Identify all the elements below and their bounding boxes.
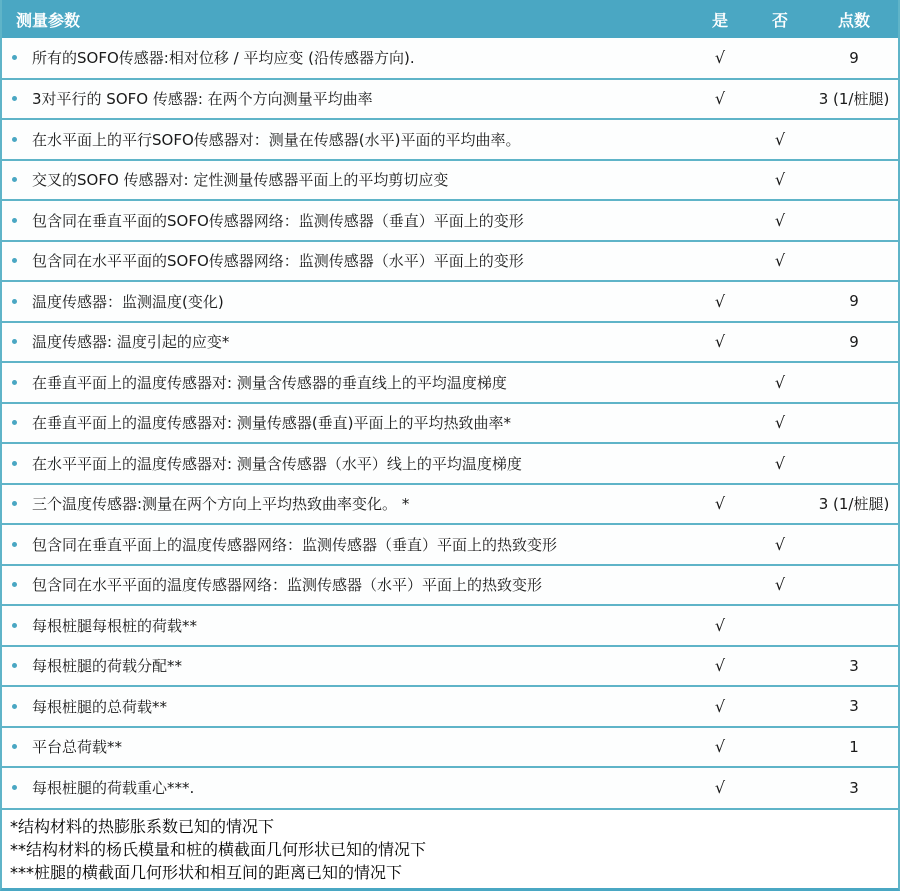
bullet-icon <box>12 744 17 749</box>
param-label: 平台总荷载** <box>32 738 123 757</box>
no-check <box>750 767 810 808</box>
no-check <box>750 727 810 768</box>
table-row <box>2 160 898 201</box>
table-row <box>2 403 898 444</box>
bullet-icon <box>12 623 17 628</box>
header-row <box>2 0 898 38</box>
points-value: 9 <box>849 48 859 67</box>
no-check: √ <box>750 403 810 444</box>
no-check <box>750 322 810 363</box>
param-label: 在垂直平面上的温度传感器对: 测量传感器(垂直)平面上的平均热致曲率* <box>32 414 512 433</box>
table-header <box>2 0 898 38</box>
points-value: 3 <box>810 686 898 727</box>
points-value <box>810 443 898 484</box>
yes-check: √ <box>690 605 750 646</box>
points-value <box>810 605 898 646</box>
table-row <box>2 727 898 768</box>
table-row <box>2 686 898 727</box>
points-value <box>810 200 898 241</box>
points-value: 3 <box>810 767 898 808</box>
table-row <box>2 767 898 808</box>
param-label: 包含同在垂直平面上的温度传感器网络：监测传感器（垂直）平面上的热致变形 <box>32 535 558 554</box>
no-check <box>750 281 810 322</box>
yes-check: √ <box>690 484 750 525</box>
points-value <box>810 119 898 160</box>
header-param: 测量参数 <box>2 0 690 38</box>
no-check: √ <box>750 241 810 282</box>
param-label: 每根桩腿的总荷载** <box>32 697 168 716</box>
param-label: 在垂直平面上的温度传感器对: 测量含传感器的垂直线上的平均温度梯度 <box>32 373 507 392</box>
no-check: √ <box>750 362 810 403</box>
header-no: 否 <box>750 0 810 38</box>
bullet-icon <box>12 339 17 344</box>
bullet-icon <box>12 704 17 709</box>
table-row <box>2 484 898 525</box>
yes-check <box>690 119 750 160</box>
yes-check <box>690 443 750 484</box>
param-label: 每根桩腿的荷载分配** <box>32 657 183 676</box>
bullet-icon <box>12 177 17 182</box>
yes-check <box>690 403 750 444</box>
yes-check <box>690 160 750 201</box>
yes-check: √ <box>690 727 750 768</box>
table-row <box>2 241 898 282</box>
bullet-icon <box>12 461 17 466</box>
bullet-icon <box>12 137 17 142</box>
yes-check <box>690 565 750 606</box>
yes-check <box>690 524 750 565</box>
yes-check: √ <box>690 646 750 687</box>
yes-check <box>690 200 750 241</box>
yes-check: √ <box>690 281 750 322</box>
param-label: 每根桩腿每根桩的荷载** <box>32 616 198 635</box>
no-check: √ <box>750 443 810 484</box>
bullet-icon <box>12 663 17 668</box>
points-value: 3 (1/桩腿) <box>810 79 898 120</box>
param-label: 包含同在垂直平面的SOFO传感器网络：监测传感器（垂直）平面上的变形 <box>32 211 524 230</box>
points-value: 9 <box>810 281 898 322</box>
param-label: 温度传感器：监测温度(变化) <box>32 292 224 311</box>
table-row <box>2 38 898 79</box>
param-label: 包含同在水平平面的温度传感器网络：监测传感器（水平）平面上的热致变形 <box>32 576 543 595</box>
param-label: 在水平面上的平行SOFO传感器对：测量在传感器(水平)平面的平均曲率。 <box>32 130 521 149</box>
yes-check: √ <box>714 48 726 68</box>
table-row <box>2 565 898 606</box>
yes-check: √ <box>690 686 750 727</box>
no-check: √ <box>750 565 810 606</box>
points-value <box>810 362 898 403</box>
points-value <box>810 241 898 282</box>
table-row <box>2 605 898 646</box>
table-row <box>2 200 898 241</box>
param-label: 交叉的SOFO 传感器对: 定性测量传感器平面上的平均剪切应变 <box>32 171 449 190</box>
bullet-icon <box>12 501 17 506</box>
bullet-icon <box>12 582 17 587</box>
param-label: 包含同在水平平面的SOFO传感器网络：监测传感器（水平）平面上的变形 <box>32 252 524 271</box>
points-value <box>810 160 898 201</box>
no-check <box>750 686 810 727</box>
table-row <box>2 646 898 687</box>
bullet-icon <box>12 420 17 425</box>
no-check: √ <box>750 524 810 565</box>
yes-check: √ <box>690 322 750 363</box>
param-label: 3对平行的 SOFO 传感器: 在两个方向测量平均曲率 <box>32 90 373 109</box>
bullet-icon <box>12 380 17 385</box>
bullet-icon <box>12 542 17 547</box>
bullet-icon <box>12 96 17 101</box>
points-value: 1 <box>810 727 898 768</box>
parameters-table <box>2 0 898 808</box>
bullet-icon <box>12 218 17 223</box>
table-body <box>2 38 898 808</box>
no-check: √ <box>750 119 810 160</box>
table-row <box>2 524 898 565</box>
no-check <box>750 79 810 120</box>
points-value: 9 <box>810 322 898 363</box>
header-points: 点数 <box>810 0 898 38</box>
footnotes <box>2 808 898 887</box>
bullet-icon <box>12 299 17 304</box>
yes-check: √ <box>690 767 750 808</box>
yes-check <box>690 362 750 403</box>
bullet-icon <box>12 785 17 790</box>
no-check <box>750 646 810 687</box>
no-check: √ <box>750 200 810 241</box>
footnote-1: *结构材料的热膨胀系数已知的情况下 <box>10 816 275 836</box>
points-value <box>810 565 898 606</box>
no-check <box>750 38 810 79</box>
param-label: 温度传感器: 温度引起的应变* <box>32 333 230 352</box>
no-check <box>750 484 810 525</box>
no-check: √ <box>750 160 810 201</box>
table-row <box>2 362 898 403</box>
points-value: 3 <box>810 646 898 687</box>
header-yes: 是 <box>690 0 750 38</box>
points-value: 3 (1/桩腿) <box>810 484 898 525</box>
table-row <box>2 281 898 322</box>
table-row <box>2 443 898 484</box>
points-value <box>810 524 898 565</box>
table-row <box>2 79 898 120</box>
param-label: 在水平平面上的温度传感器对: 测量含传感器（水平）线上的平均温度梯度 <box>32 454 522 473</box>
yes-check: √ <box>690 79 750 120</box>
table-row <box>2 119 898 160</box>
param-label: 每根桩腿的荷载重心***. <box>32 779 195 798</box>
footnote-2: **结构材料的杨氏模量和桩的横截面几何形状已知的情况下 <box>10 839 427 859</box>
param-label: 三个温度传感器:测量在两个方向上平均热致曲率变化。 * <box>32 495 410 514</box>
no-check <box>750 605 810 646</box>
table-row <box>2 322 898 363</box>
points-value <box>810 403 898 444</box>
yes-check <box>690 241 750 282</box>
bullet-icon <box>12 258 17 263</box>
param-label: 所有的SOFO传感器:相对位移 / 平均应变 (沿传感器方向). <box>32 49 415 68</box>
footnote-3: ***桩腿的横截面几何形状和相互间的距离已知的情况下 <box>10 862 403 882</box>
bullet-icon <box>12 55 17 60</box>
